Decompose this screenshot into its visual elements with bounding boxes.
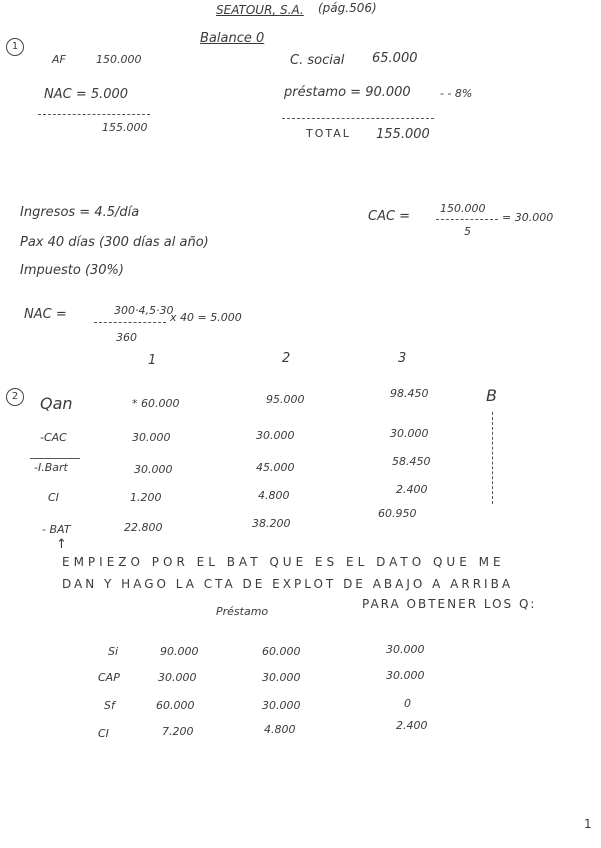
nac-fraction-line <box>94 322 166 323</box>
prestamo-si-col1: 90.000 <box>160 645 199 658</box>
column-header-3: 3 <box>398 351 407 366</box>
row-label-bart: -I.Bart <box>34 461 68 474</box>
prestamo-label-sf: Sf <box>104 699 115 712</box>
row-bat-col1: 22.800 <box>124 521 163 534</box>
cac-fraction-line <box>436 219 498 220</box>
prestamo-sf-col3: 0 <box>404 697 411 710</box>
row-bart-col2: 45.000 <box>256 461 295 474</box>
row-label-qan: Qan <box>40 394 73 413</box>
row-cac-col3: 30.000 <box>390 427 429 440</box>
nac-result: x 40 = 5.000 <box>170 311 242 324</box>
af-value: 150.000 <box>96 53 142 66</box>
assets-total: 155.000 <box>102 121 148 134</box>
row-label-bat: - BAT <box>42 523 71 536</box>
prestamo-cap-col1: 30.000 <box>158 671 197 684</box>
nac-formula-label: NAC = <box>24 307 67 322</box>
cac-denominator: 5 <box>464 225 471 238</box>
pax-note: Pax 40 días (300 días al año) <box>20 235 209 250</box>
prestamo-rate: - - 8% <box>440 87 473 100</box>
prestamo-sf-col1: 60.000 <box>156 699 195 712</box>
explanation-line-2: DAN Y HAGO LA CTA DE EXPLOT DE ABAJO A ARRIBA <box>62 577 514 591</box>
prestamo-sf-col2: 30.000 <box>262 699 301 712</box>
explanation-line-3: PARA OBTENER LOS Q: <box>362 597 537 611</box>
cac-numerator: 150.000 <box>440 202 486 215</box>
section-1-marker: 1 <box>6 38 24 56</box>
af-label: AF <box>52 53 66 66</box>
row-label-cac: -CAC <box>40 431 67 444</box>
capital-social-label: C. social <box>290 53 345 68</box>
column-header-2: 2 <box>282 351 291 366</box>
row-ci-col3: 2.400 <box>396 483 428 496</box>
nac-denominator: 360 <box>116 331 137 344</box>
row-ci-col1: 1.200 <box>130 491 162 504</box>
prestamo-si-col3: 30.000 <box>386 643 425 656</box>
row-qan-col1: * 60.000 <box>132 397 180 410</box>
row-cac-col1: 30.000 <box>132 431 171 444</box>
row-cac-col2: 30.000 <box>256 429 295 442</box>
prestamo-heading: Préstamo <box>216 605 269 618</box>
section-2-marker: 2 <box>6 388 24 406</box>
page-reference: (pág.506) <box>318 1 377 15</box>
liabilities-sum-line <box>282 118 434 119</box>
capital-social-value: 65.000 <box>372 51 418 66</box>
page-number: 1 <box>584 817 592 831</box>
prestamo-cap-col3: 30.000 <box>386 669 425 682</box>
ingresos-note: Ingresos = 4.5/día <box>20 205 140 220</box>
liabilities-total-label: TOTAL <box>306 127 351 140</box>
row-ci-col2: 4.800 <box>258 489 290 502</box>
prestamo-ci-col2: 4.800 <box>264 723 296 736</box>
balance-title: Balance 0 <box>200 31 265 46</box>
row-bat-col2: 38.200 <box>252 517 291 530</box>
row-qan-col2: 95.000 <box>266 393 305 406</box>
cac-result: = 30.000 <box>502 211 554 224</box>
column-header-1: 1 <box>148 353 157 368</box>
row-label-ci: CI <box>48 491 59 504</box>
row-bart-col3: 58.450 <box>392 455 431 468</box>
prestamo-entry: préstamo = 90.000 <box>284 85 411 100</box>
bart-overline <box>30 458 80 459</box>
nac-numerator: 300·4,5·30 <box>114 304 174 317</box>
prestamo-ci-col1: 7.200 <box>162 725 194 738</box>
row-qan-col3: 98.450 <box>390 387 429 400</box>
cac-label: CAC = <box>368 209 411 224</box>
row-bart-col1: 30.000 <box>134 463 173 476</box>
explanation-line-1: EMPIEZO POR EL BAT QUE ES EL DATO QUE ME <box>62 555 505 569</box>
company-title: SEATOUR, S.A. <box>216 3 304 17</box>
liabilities-total-value: 155.000 <box>376 127 430 142</box>
direction-marker: B <box>486 386 497 405</box>
row-bat-col3: 60.950 <box>378 507 417 520</box>
prestamo-label-cap: CAP <box>98 671 120 684</box>
prestamo-cap-col2: 30.000 <box>262 671 301 684</box>
up-arrow-icon: ↑ <box>56 537 67 552</box>
prestamo-label-ci: CI <box>98 727 109 740</box>
prestamo-si-col2: 60.000 <box>262 645 301 658</box>
nac-entry: NAC = 5.000 <box>44 87 129 102</box>
direction-arrow-line <box>492 412 493 504</box>
prestamo-ci-col3: 2.400 <box>396 719 428 732</box>
assets-sum-line <box>38 114 150 115</box>
prestamo-label-si: Si <box>108 645 119 658</box>
impuesto-note: Impuesto (30%) <box>20 263 124 278</box>
